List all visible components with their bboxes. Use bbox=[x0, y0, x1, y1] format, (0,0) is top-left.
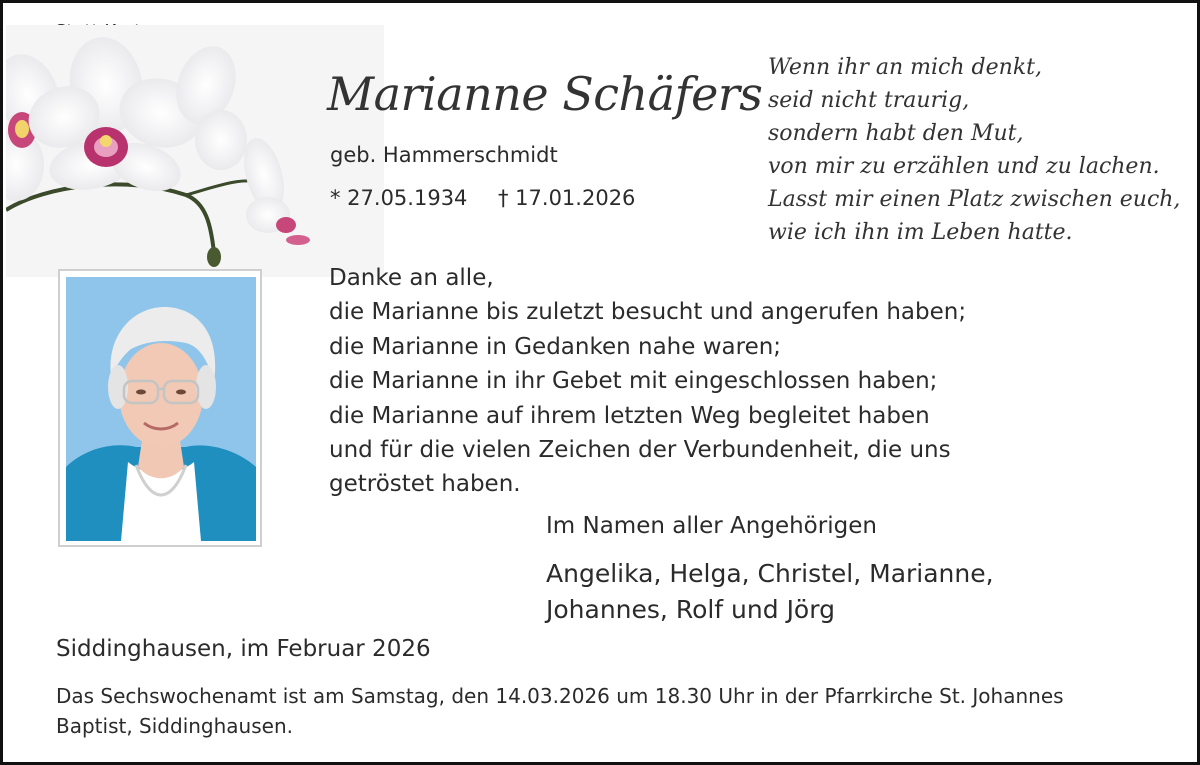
signature-names bbox=[546, 556, 994, 628]
thank-you-text bbox=[329, 261, 966, 502]
signature-line: Johannes, Rolf und Jörg bbox=[546, 595, 835, 624]
poem-line: Lasst mir einen Platz zwischen euch, bbox=[768, 187, 1181, 212]
deceased-name: Marianne Schäfers bbox=[327, 67, 763, 121]
poem bbox=[768, 51, 1180, 249]
notice-line: Das Sechswochenamt ist am Samstag, den 14.03.2026 um 18.30 Uhr in der Pfarrkirche St. Johannes bbox=[56, 684, 1064, 708]
poem-line: seid nicht traurig, bbox=[768, 88, 970, 113]
portrait-frame bbox=[58, 269, 262, 547]
service-notice bbox=[56, 681, 1166, 741]
birth-date: * 27.05.1934 bbox=[330, 186, 468, 210]
portrait-photo bbox=[66, 277, 256, 541]
thanks-line: Danke an alle, bbox=[329, 265, 494, 291]
poem-line: wie ich ihn im Leben hatte. bbox=[768, 220, 1073, 245]
poem-line: Wenn ihr an mich denkt, bbox=[768, 55, 1042, 80]
orchid-image bbox=[6, 25, 384, 277]
poem-line: sondern habt den Mut, bbox=[768, 121, 1024, 146]
place-date: Siddinghausen, im Februar 2026 bbox=[56, 636, 431, 662]
signature-line: Angelika, Helga, Christel, Marianne, bbox=[546, 559, 994, 588]
notice-line: Baptist, Siddinghausen. bbox=[56, 714, 293, 738]
thanks-line: die Marianne auf ihrem letzten Weg begleitet haben bbox=[329, 402, 930, 429]
thanks-line: und für die vielen Zeichen der Verbundenheit, die uns bbox=[329, 437, 951, 464]
signature-intro: Im Namen aller Angehörigen bbox=[546, 513, 877, 539]
poem-line: von mir zu erzählen und zu lachen. bbox=[768, 154, 1160, 179]
maiden-name: geb. Hammerschmidt bbox=[330, 143, 558, 167]
thanks-line: getröstet haben. bbox=[329, 471, 521, 498]
thanks-line: die Marianne in Gedanken nahe waren; bbox=[329, 333, 782, 360]
thanks-line: die Marianne bis zuletzt besucht und angerufen haben; bbox=[329, 299, 967, 326]
death-date: † 17.01.2026 bbox=[498, 186, 636, 210]
thanks-line: die Marianne in ihr Gebet mit eingeschlossen haben; bbox=[329, 368, 938, 395]
